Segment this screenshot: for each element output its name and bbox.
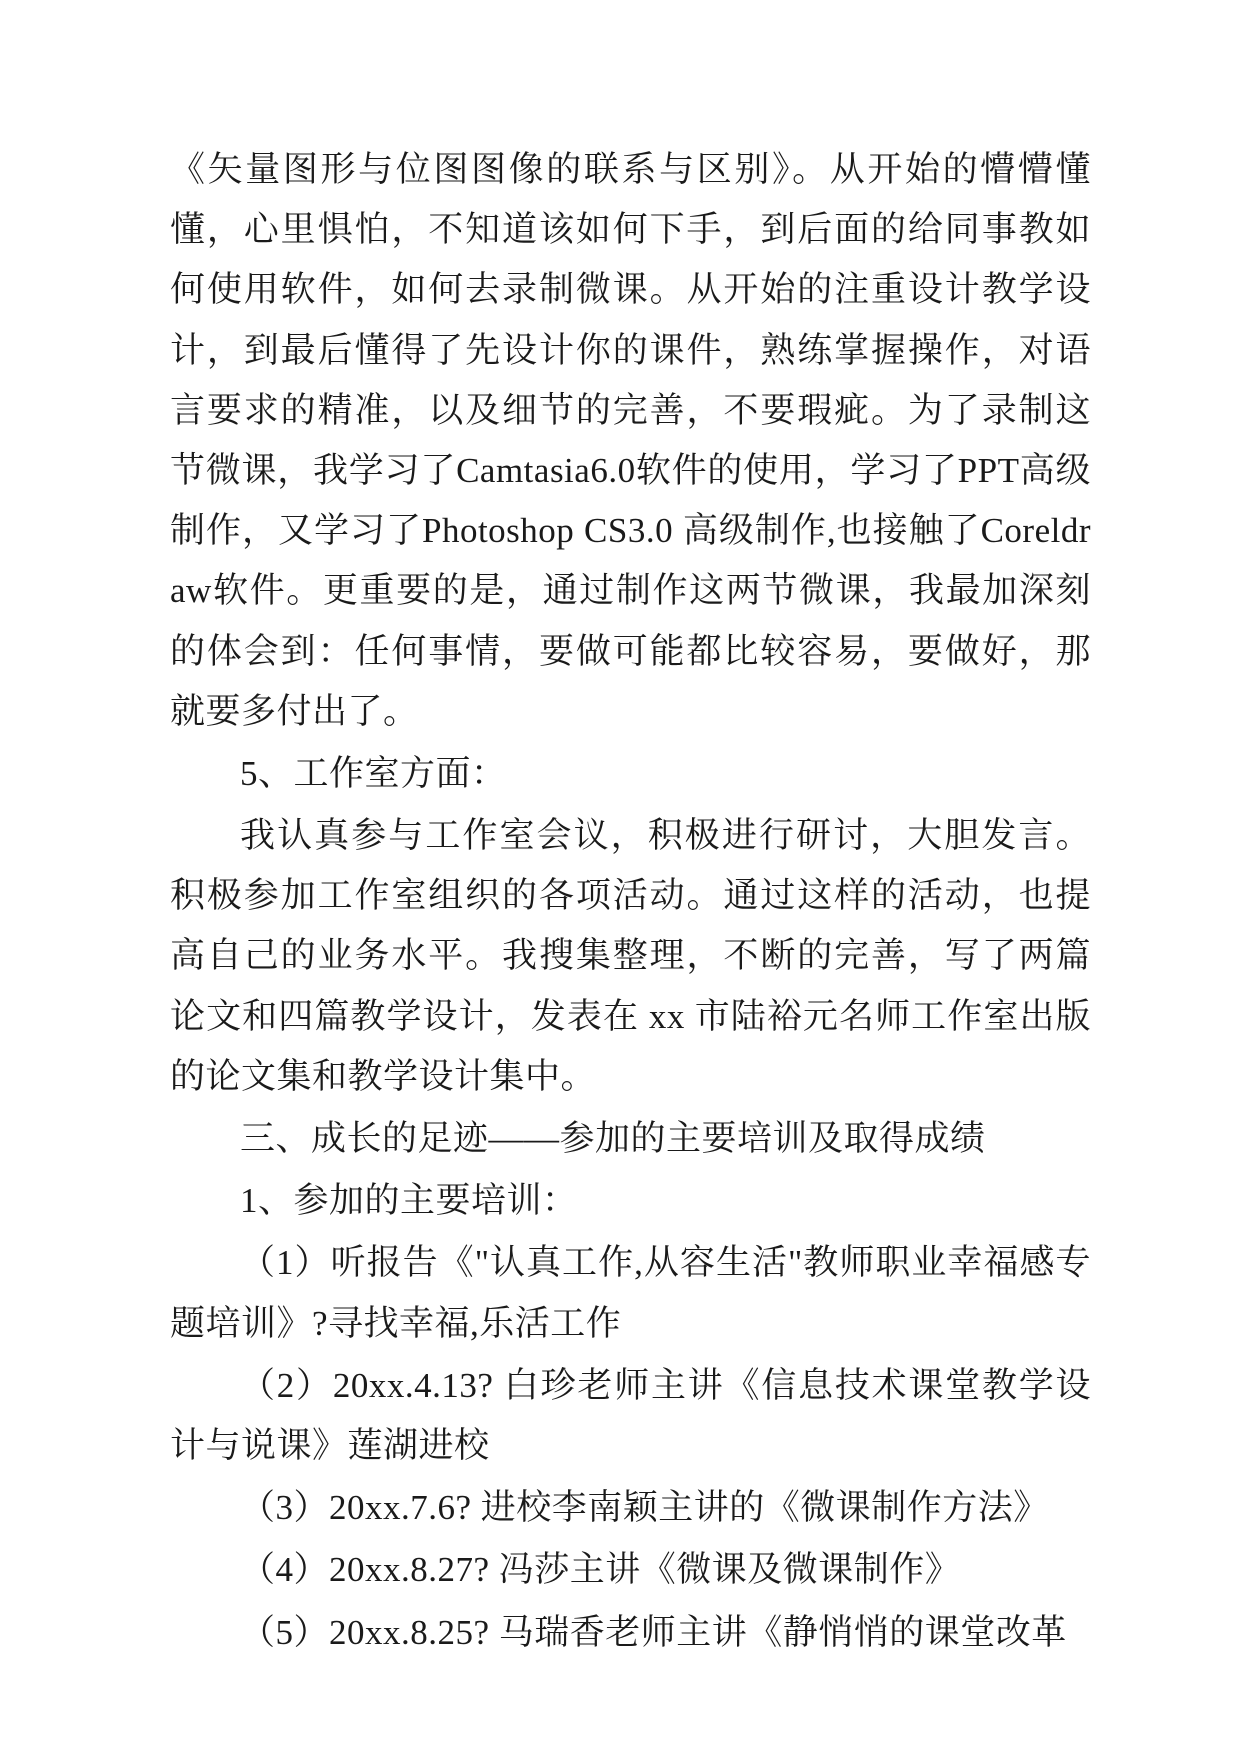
paragraph-training-item-5: （5）20xx.8.25? 马瑞香老师主讲《静悄悄的课堂改革 xyxy=(240,1612,1067,1652)
paragraph-training-item-1: （1）听报告《"认真工作,从容生活"教师职业幸福感专题培训》?寻找幸福,乐活工作 xyxy=(170,1243,1091,1343)
paragraph-studio-heading: 5、工作室方面： xyxy=(240,753,507,793)
paragraph-training-item-4: （4）20xx.8.27? 冯莎主讲《微课及微课制作》 xyxy=(240,1550,961,1590)
paragraph-training-item-3: （3）20xx.7.6? 进校李南颖主讲的《微课制作方法》 xyxy=(240,1488,1049,1528)
paragraph-training-heading: 1、参加的主要培训： xyxy=(240,1181,578,1221)
document-body xyxy=(170,140,1091,1663)
paragraph-vector-raster: 《矢量图形与位图图像的联系与区别》。从开始的懵懵懂懂，心里惧怕，不知道该如何下手，到后面的给同事教如何使用软件，如何去录制微课。从开始的注重设计教学设计，到最后懂得了先设计你的课件，熟练掌握操作，对语言要求的精准，以及细节的完善，不要瑕疵。为了录制这节微课，我学习了Camtasia6.0软件的使用，学习了PPT高级制作，又学习了Photoshop CS3.0 高级制作,也接触了Coreldraw软件。更重要的是，通过制作这两节微课，我最加深刻的体会到：任何事情，要做可能都比较容易，要做好，那就要多付出了。 xyxy=(170,150,1091,731)
paragraph-section-three: 三、成长的足迹——参加的主要培训及取得成绩 xyxy=(240,1119,986,1158)
paragraph-studio-body: 我认真参与工作室会议，积极进行研讨，大胆发言。积极参加工作室组织的各项活动。通过这样的活动，也提高自己的业务水平。我搜集整理，不断的完善，写了两篇论文和四篇教学设计，发表在 xx 市陆裕元名师工作室出版的论文集和教学设计集中。 xyxy=(170,816,1091,1096)
paragraph-training-item-2: （2）20xx.4.13? 白珍老师主讲《信息技术课堂教学设计与说课》莲湖进校 xyxy=(170,1365,1091,1465)
